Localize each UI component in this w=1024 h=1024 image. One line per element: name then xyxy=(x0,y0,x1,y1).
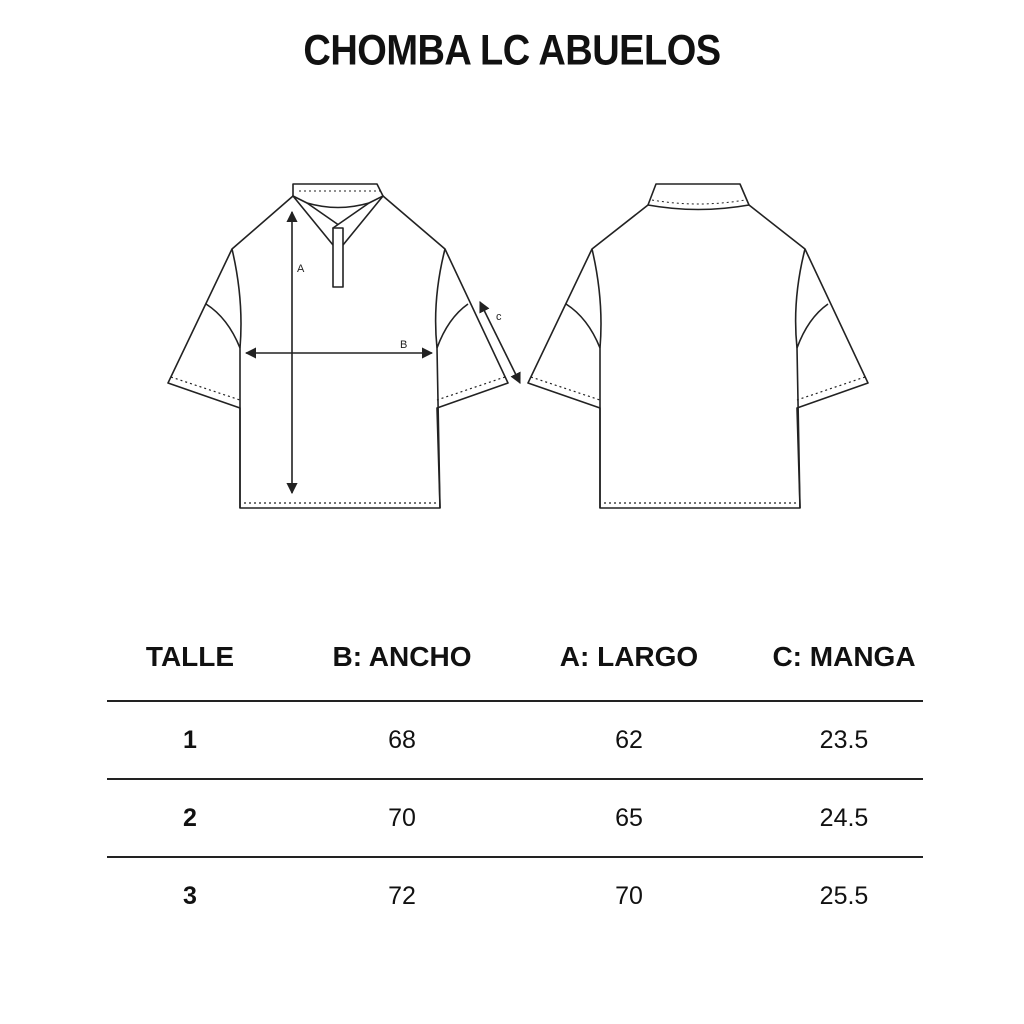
front-shirt-view xyxy=(168,184,508,508)
label-a: A xyxy=(297,263,305,275)
back-shirt-view xyxy=(528,184,868,508)
size-table xyxy=(107,620,923,934)
cell-manga: 25.5 xyxy=(819,882,869,910)
page-title: CHOMBA LC ABUELOS xyxy=(303,27,721,75)
header-largo: A: LARGO xyxy=(559,641,699,672)
cell-ancho: 70 xyxy=(388,804,416,832)
header-talle: TALLE xyxy=(145,641,235,672)
cell-manga: 24.5 xyxy=(819,804,869,832)
table-row xyxy=(107,856,923,934)
cell-talle: 1 xyxy=(183,726,197,754)
cell-largo: 62 xyxy=(615,726,643,754)
cell-manga: 23.5 xyxy=(819,726,869,754)
cell-ancho: 72 xyxy=(388,882,416,910)
table-row xyxy=(107,700,923,778)
cell-talle: 3 xyxy=(183,882,197,910)
cell-ancho: 68 xyxy=(388,726,416,754)
header-manga: C: MANGA xyxy=(772,641,916,672)
label-b: B xyxy=(400,339,408,351)
table-row xyxy=(107,778,923,856)
cell-largo: 70 xyxy=(615,882,643,910)
label-c: c xyxy=(496,311,502,323)
header-ancho: B: ANCHO xyxy=(332,641,472,672)
cell-talle: 2 xyxy=(183,804,197,832)
table-header-row xyxy=(107,620,923,700)
cell-largo: 65 xyxy=(615,804,643,832)
